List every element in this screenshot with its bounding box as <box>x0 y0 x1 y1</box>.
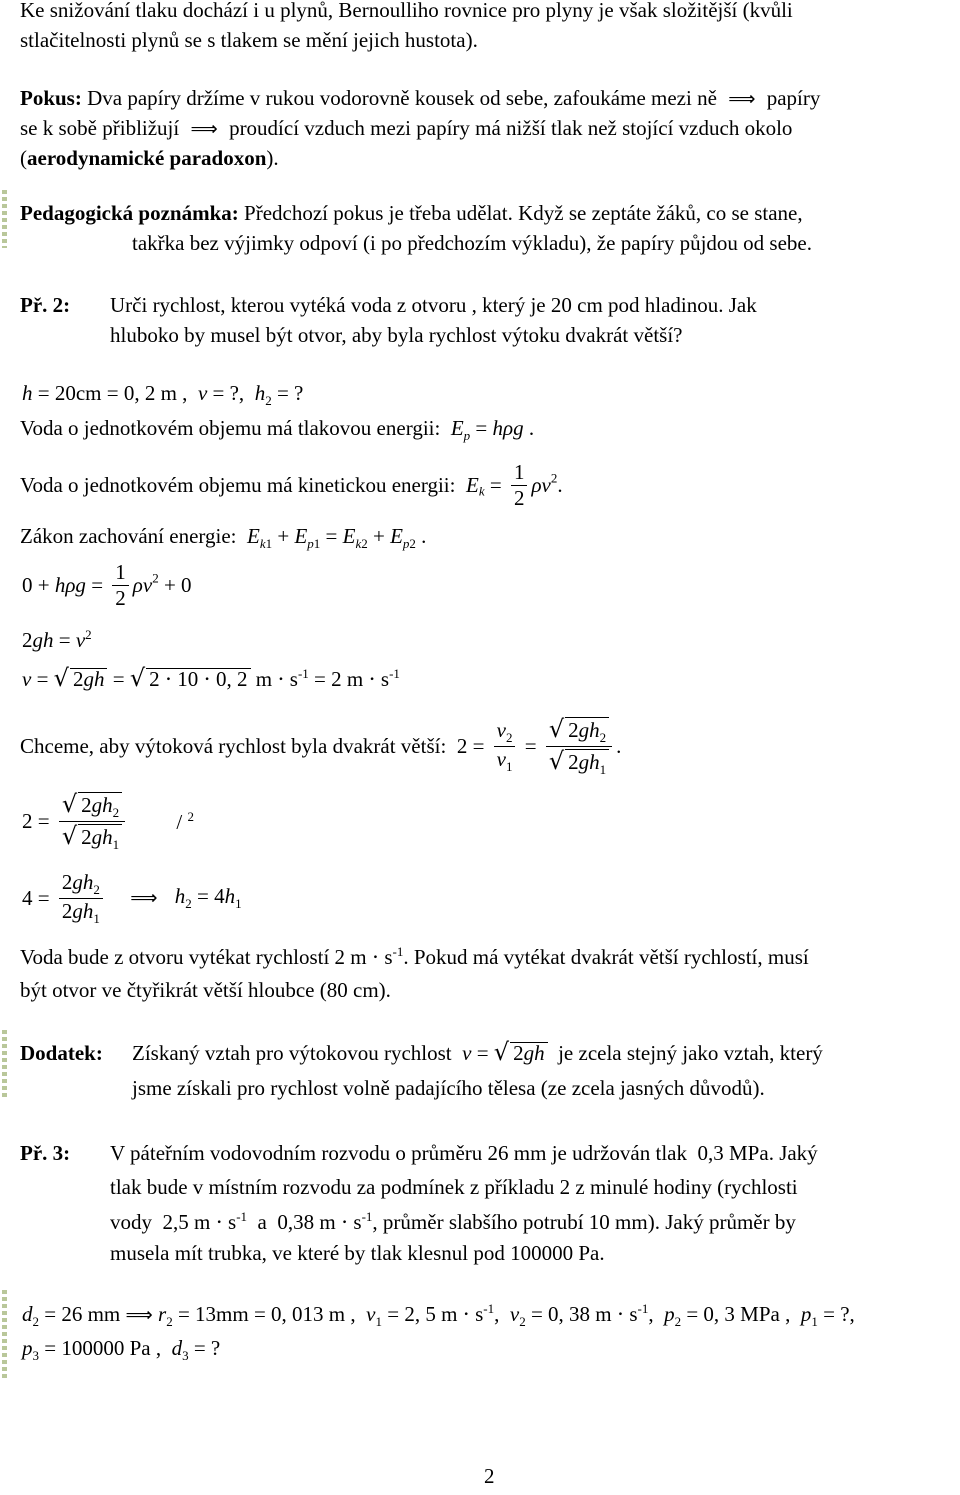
margin-marker-note <box>2 190 7 248</box>
intro-line-2: stlačitelnosti plynů se s tlakem se mění jejich hustota). <box>20 28 478 52</box>
twice-faster-text: Chceme, aby výtoková rychlost byla dvakrát větší: <box>20 733 447 758</box>
equation-four: 4 = $\frac{2gh_2}{2gh_1}$ ⟹ $h_2 = 4h_1$ <box>22 870 242 926</box>
note-text-1: Předchozí pokus je třeba udělat. Když se zeptáte žáků, co se stane, <box>244 201 803 225</box>
implies-arrow-icon: ⟹ <box>722 88 762 110</box>
equation-velocity: v = √ 2gh = √ 2 ⋅ 10 ⋅ 0, 2 $m \cdot s^{-1} = 2$ $m \cdot s^{-1}$ <box>22 664 400 692</box>
kinetic-energy-text: Voda o jednotkovém objemu má kinetickou energii: <box>20 473 456 498</box>
example3-v1: 2,5 m ⋅ s <box>162 1210 237 1234</box>
pressure-energy-line: Voda o jednotkovém objemu má tlakovou energii: $E_p = h\rho g$ . <box>20 416 535 444</box>
aerodynamic-paradox-term: aerodynamické paradoxon <box>27 146 267 170</box>
example3-text-1a: V páteřním vodovodním rozvodu o průměru 26 mm je udržován tlak <box>110 1141 687 1165</box>
ratio-v2-v1: $\frac{v_2}{v_1}$ <box>494 718 516 775</box>
intro-line-1: Ke snižování tlaku dochází i u plynů, Bernoulliho rovnice pro plyny je však složitější (kvůli <box>20 0 793 22</box>
pokus-line-1 <box>20 88 820 109</box>
conclusion-text-1: Voda bude z otvoru vytékat rychlostí 2 m ⋅ s <box>20 945 393 969</box>
ratio-sqrt: $\frac{√ 2gh_2}{√ 2gh_1}$ <box>546 715 612 778</box>
addendum-text-1b: je zcela stejný jako vztah, který <box>558 1041 823 1065</box>
example3-line-4: musela mít trubka, ve které by tlak klesnul pod 100000 Pa. <box>110 1241 605 1265</box>
example2-line-1: Urči rychlost, kterou vytéká voda z otvoru , který je 20 cm pod hladinou. Jak <box>110 293 757 317</box>
pokus-text-1-end: papíry <box>766 86 821 110</box>
pokus-text-1: Dva papíry držíme v rukou vodorovně kousek od sebe, zafoukáme mezi ně <box>87 86 717 110</box>
conservation-line: Zákon zachování energie: $E_{k1} + E_{p1} = E_{k2} + E_{p2}$ . <box>20 524 427 552</box>
example3-given-1: $d_2 = 26$ mm ⟹ $r_2 = 13mm = 0$, 013 m , $v_1 = 2$, 5 $m \cdot s^{-1}$, $v_2 = 0$, 38 $m \cdot s^{-1}$, $p_2 = 0$, 3 MPa , $p_1$ = ?, <box>22 1301 855 1330</box>
example3-text-3c: a <box>257 1210 267 1234</box>
addendum-label: Dodatek: <box>20 1041 103 1065</box>
pokus-line-3 <box>20 148 279 169</box>
example2-label: Př. 2: <box>20 293 71 317</box>
example3-pressure: 0,3 MPa <box>697 1141 769 1165</box>
equation-energy: 0 + hρg = $\frac{1}{2}$ $\rho v^2 + 0$ <box>22 560 192 611</box>
fraction-half: $\frac{1}{2}$ <box>112 560 129 611</box>
example3-label: Př. 3: <box>20 1141 71 1165</box>
example3-v2: 0,38 m ⋅ s <box>277 1210 362 1234</box>
kinetic-energy-line: Voda o jednotkovém objemu má kinetickou energii: $E_k$ = $\frac{1}{2}$ $\rho v^2$. <box>20 460 563 511</box>
ratio-h: $\frac{2gh_2}{2gh_1}$ <box>59 870 103 927</box>
note-line-2: takřka bez výjimky odpoví (i po předchozím výkladu), že papíry půjdou od sebe. <box>132 231 812 255</box>
margin-marker-example3 <box>2 1290 7 1380</box>
paren-open: ( <box>20 146 27 170</box>
example3-given-2: $p_3 = 100000$ Pa , $d_3$ = ? <box>22 1336 221 1364</box>
implies-arrow-icon: ⟹ <box>184 118 224 140</box>
pokus-line-2 <box>20 118 792 139</box>
conclusion-line-2: být otvor ve čtyřikrát větší hloubce (80 cm). <box>20 978 391 1002</box>
fraction-half: $\frac{1}{2}$ <box>511 460 528 511</box>
note-label: Pedagogická poznámka: <box>20 201 239 225</box>
example3-line-1 <box>110 1143 818 1164</box>
example3-text-3e: , průměr slabšího potrubí 10 mm). Jaký průměr by <box>372 1210 796 1234</box>
paren-close: ). <box>266 146 279 170</box>
equation-square: 2 = $\frac{√ 2gh_2}{√ 2gh_1}$ / $^2$ <box>22 790 194 852</box>
equation-2gh: $2gh = v^2$ <box>22 627 92 652</box>
note-line-1 <box>20 203 803 224</box>
addendum-text-1a: Získaný vztah pro výtokovou rychlost <box>132 1041 452 1065</box>
example2-line-2: hluboko by musel být otvor, aby byla rychlost výtoku dvakrát větší? <box>110 323 683 347</box>
implies-arrow-icon: ⟹ <box>112 886 170 909</box>
addendum-line-1: Získaný vztah pro výtokovou rychlost v = √ 2gh je zcela stejný jako vztah, který <box>132 1038 823 1066</box>
conclusion-line-1: Voda bude z otvoru vytékat rychlostí 2 $m \cdot s^{-1}$. Pokud má vytékat dvakrát větší rychlostí, musí <box>20 944 809 969</box>
margin-marker-addendum <box>2 1030 7 1100</box>
example3-text-1c: . Jaký <box>768 1141 818 1165</box>
conservation-text: Zákon zachování energie: <box>20 524 237 548</box>
conclusion-text-1-end: . Pokud má vytékat dvakrát větší rychlostí, musí <box>403 945 809 969</box>
ratio-sqrt-2: $\frac{√ 2gh_2}{√ 2gh_1}$ <box>59 790 125 853</box>
pressure-energy-text: Voda o jednotkovém objemu má tlakovou energii: <box>20 416 441 440</box>
twice-faster-line: Chceme, aby výtoková rychlost byla dvakrát větší: 2 = $\frac{v_2}{v_1}$ = $\frac{√ 2gh_2}{√ 2gh_1}$ . <box>20 715 622 777</box>
pokus-text-2a: se k sobě přibližují <box>20 116 180 140</box>
example3-line-3: vody 2,5 $m \cdot s^{-1}$ a 0,38 $m \cdot s^{-1}$, průměr slabšího potrubí 10 mm). Jaký průměr by <box>110 1209 796 1234</box>
example3-text-3a: vody <box>110 1210 152 1234</box>
given-values: h = 20cm = 0, 2 m , v = ?, $h_2$ = ? <box>22 381 304 409</box>
pokus-label: Pokus: <box>20 86 82 110</box>
pokus-text-2b: proudící vzduch mezi papíry má nižší tlak než stojící vzduch okolo <box>229 116 793 140</box>
example3-line-2: tlak bude v místním rozvodu za podmínek z příkladu 2 z minulé hodiny (rychlosti <box>110 1175 798 1199</box>
addendum-line-2: jsme získali pro rychlost volně padajícího tělesa (ze zcela jasných důvodů). <box>132 1076 765 1100</box>
page-number: 2 <box>484 1464 495 1488</box>
